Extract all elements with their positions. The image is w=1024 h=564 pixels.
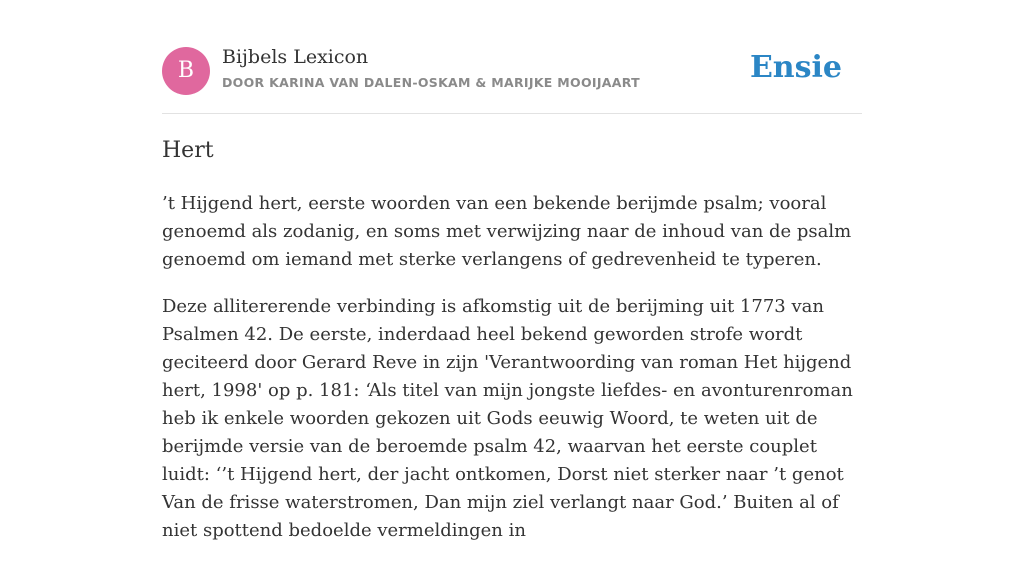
book-authors: DOOR KARINA VAN DALEN-OSKAM & MARIJKE MOOIJAART [222,75,640,90]
page [162,0,862,541]
entry-body [162,190,862,564]
avatar[interactable]: B [162,47,210,95]
divider [162,113,862,114]
paragraph: Deze allitererende verbinding is afkomstig uit de berijming uit 1773 van Psalmen 42. De eerste, inderdaad heel bekend geworden strofe wordt geciteerd door Gerard Reve in zijn 'Verantwoording van roman Het hijgend hert, 1998' op p. 181: ‘Als titel van mijn jongste liefdes- en avonturenroman heb ik enkele woorden gekozen uit Gods eeuwig Woord, te weten uit de berijmde versie van de beroemde psalm 42, waarvan het eerste couplet luidt: ‘’t Hijgend hert, der jacht ontkomen, Dorst niet sterker naar ’t genot Van de frisse waterstromen, Dan mijn ziel verlangt naar God.’ Buiten al of niet spottend bedoelde vermeldingen in [162,296,853,541]
brand-logo[interactable]: Ensie [749,50,842,85]
header [162,46,862,96]
paragraph: ’t Hijgend hert, eerste woorden van een bekende berijmde psalm; vooral genoemd als zodanig, en soms met verwijzing naar de inhoud van de psalm genoemd om iemand met sterke verlangens of gedrevenheid te typeren. [162,193,852,270]
entry-title: Hert [162,138,214,163]
book-title[interactable]: Bijbels Lexicon [222,46,369,68]
